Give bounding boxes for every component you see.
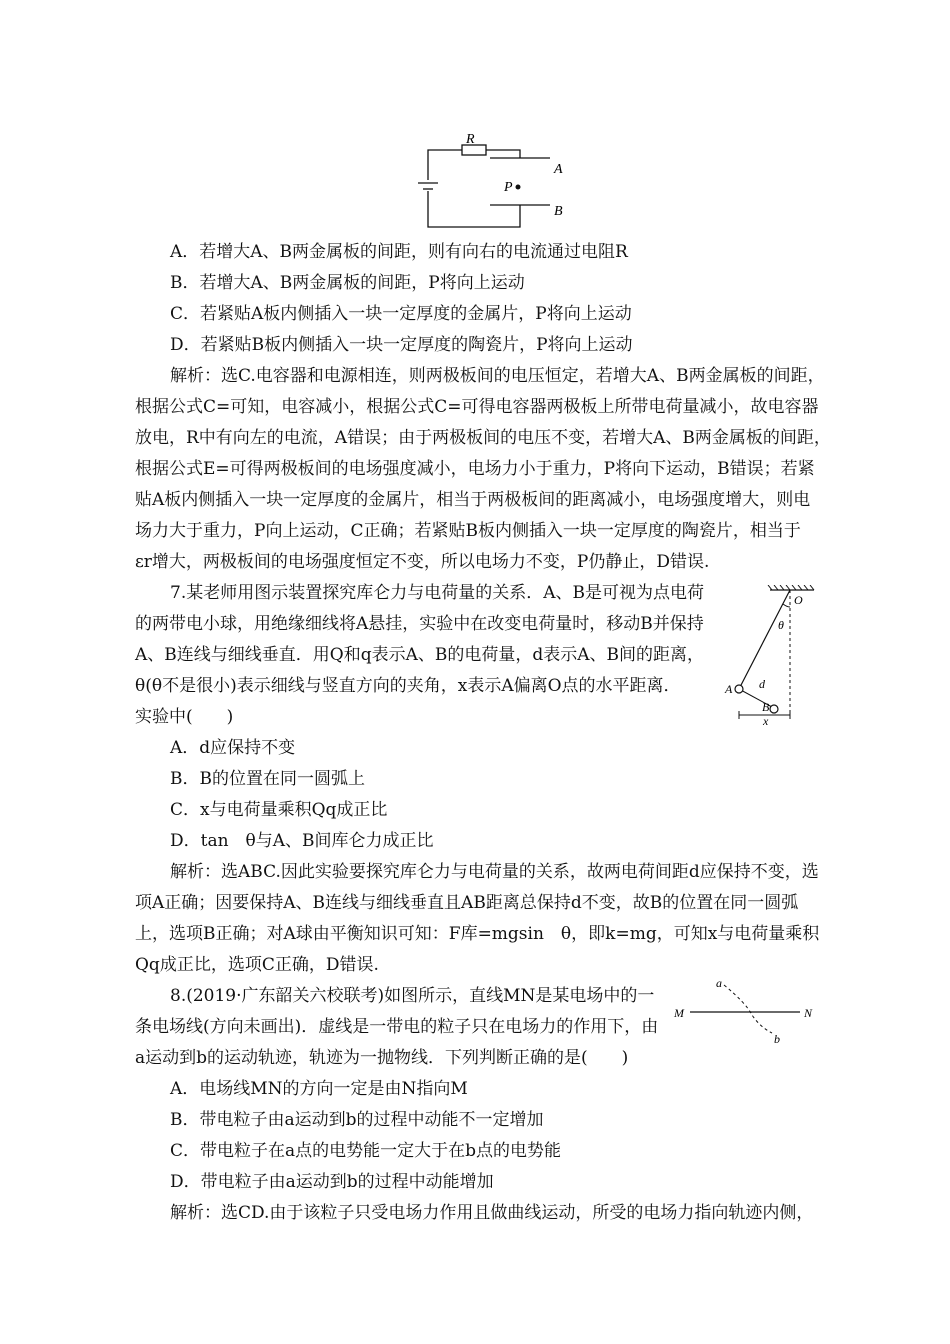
q6-analysis-7: εr增大，两极板间的电场强度恒定不变，所以电场力不变，P仍静止，D错误. [135,552,710,572]
q7-option-a: A．d应保持不变 [170,738,296,758]
particle-p [516,185,521,190]
ball-b [770,705,778,713]
label-a: A [554,162,563,177]
q7-stem-5: 实验中( ) [135,707,234,727]
q6-option-c: C．若紧贴A板内侧插入一块一定厚度的金属片，P将向上运动 [170,304,632,324]
q8-stem-2: 条电场线(方向未画出)．虚线是一带电的粒子只在电场力的作用下，由 [135,1017,659,1037]
label-r: R [466,132,475,147]
label-n: N [804,1006,813,1020]
label-o: O [794,593,803,607]
q8-option-d: D．带电粒子由a运动到b的过程中动能增加 [170,1172,494,1192]
trajectory [724,985,772,1033]
label-x: x [763,714,769,725]
thread [739,590,790,689]
q7-analysis-2: 项A正确；因要保持A、B连线与细线垂直且AB距离总保持d不变，故B的位置在同一圆弧 [135,893,799,913]
label-m: M [674,1006,684,1020]
q8-option-c: C．带电粒子在a点的电势能一定大于在b点的电势能 [170,1141,562,1161]
q7-stem-1: 7.某老师用图示装置探究库仑力与电荷量的关系．A、B是可视为点电荷 [170,583,704,603]
q7-analysis-1: 解析：选ABC.因此实验要探究库仑力与电荷量的关系，故两电荷间距d应保持不变，选 [170,862,819,882]
q6-analysis-3: 放电，R中有向左的电流，A错误；由于两极板间的电压不变，若增大A、B两金属板的间距， [135,428,831,448]
q6-analysis-2: 根据公式C=可知，电容减小，根据公式C=可得电容器两极板上所带电荷量减小，故电容器 [135,397,819,417]
q8-stem-3: a运动到b的运动轨迹，轨迹为一抛物线．下列判断正确的是( ) [135,1048,629,1068]
q6-analysis-5: 贴A板内侧插入一块一定厚度的金属片，相当于两极板间的距离减小，电场强度增大，则电 [135,490,811,510]
q6-option-b: B．若增大A、B两金属板的间距，P将向上运动 [170,273,525,293]
label-a: a [716,976,722,990]
label-b: b [774,1032,780,1045]
field-line-figure [668,975,818,1045]
q7-stem-3: A、B连线与细线垂直．用Q和q表示A、B的电荷量，d表示A、B间的距离， [135,645,705,665]
label-d: d [759,677,765,691]
q7-option-b: B．B的位置在同一圆弧上 [170,769,365,789]
pendulum-figure [722,585,817,725]
q6-option-d: D．若紧贴B板内侧插入一块一定厚度的陶瓷片，P将向上运动 [170,335,633,355]
q6-analysis-6: 场力大于重力，P向上运动，C正确；若紧贴B板内侧插入一块一定厚度的陶瓷片，相当于 [135,521,801,541]
label-b: B [554,204,563,219]
q6-analysis-1: 解析：选C.电容器和电源相连，则两极板间的电压恒定，若增大A、B两金属板的间距， [170,366,825,386]
q6-analysis-4: 根据公式E=可得两极板间的电场强度减小，电场力小于重力，P将向下运动，B错误；若紧 [135,459,815,479]
q8-stem-1: 8.(2019·广东韶关六校联考)如图所示，直线MN是某电场中的一 [170,986,655,1006]
q7-analysis-3: 上，选项B正确；对A球由平衡知识可知：F库=mgsin θ，即k=mg，可知x与电荷量乘积 [135,924,820,944]
q7-stem-4: θ(θ不是很小)表示细线与竖直方向的夹角，x表示A偏离O点的水平距离． [135,676,681,696]
q7-option-d: D．tan θ与A、B间库仑力成正比 [170,831,434,851]
label-b: B [762,700,770,714]
label-theta: θ [778,618,784,632]
q6-option-a: A．若增大A、B两金属板的间距，则有向右的电流通过电阻R [170,242,628,262]
q7-stem-2: 的两带电小球，用绝缘细线将A悬挂，实验中在改变电荷量时，移动B并保持 [135,614,704,634]
q8-analysis-1: 解析：选CD.由于该粒子只受电场力作用且做曲线运动，所受的电场力指向轨迹内侧， [170,1203,814,1223]
label-a: A [725,682,733,696]
q7-option-c: C．x与电荷量乘积Qq成正比 [170,800,388,820]
circuit-figure [410,125,580,230]
q8-option-b: B．带电粒子由a运动到b的过程中动能不一定增加 [170,1110,544,1130]
ball-a [735,685,743,693]
q7-analysis-4: Qq成正比，选项C正确，D错误. [135,955,379,975]
q8-option-a: A．电场线MN的方向一定是由N指向M [170,1079,468,1099]
label-p: P [504,180,513,195]
